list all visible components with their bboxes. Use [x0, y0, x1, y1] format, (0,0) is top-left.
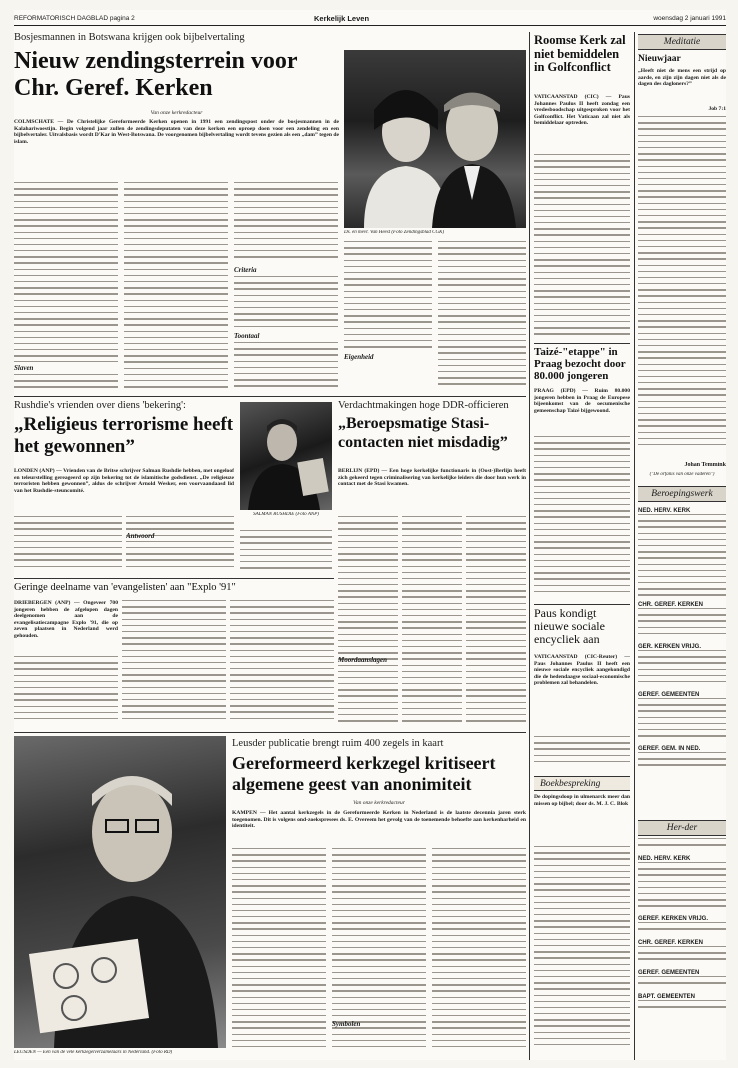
- kerkzegel-photo: [14, 736, 226, 1048]
- meditatie-quote: „Heeft niet de mens een strijd op aarde, en zijn zijn dagen niet als de dagen des dagloners?”: [638, 68, 726, 88]
- meditatie-footer: ("De orfanis van onze vaderen"): [649, 472, 715, 477]
- divider: [14, 732, 526, 733]
- article1-body-col2: [124, 182, 228, 392]
- article8-lead: VATICAANSTAD (CIC-Reuter) — Paus Johannes Paulus II heeft een nieuwe sociale encycliek aangekondigd die de hedendaagse sociaal-economische problemen zal behandelen.: [534, 654, 630, 687]
- beroepingswerk-items: [638, 752, 726, 772]
- divider: [534, 604, 630, 605]
- boekbespreking-book: De dopingsdoop in ulmenarck meer dan missen op bijbel; door ds. M. J. C. Blok: [534, 794, 630, 807]
- article3-body-col1: [338, 516, 398, 730]
- article5-kicker: Leusder publicatie brengt ruim 400 zegels in kaart: [232, 738, 444, 749]
- article6-headline: Roomse Kerk zal niet bemiddelen in Golfconflict: [534, 34, 626, 74]
- herder-items: [638, 862, 726, 912]
- article5-body-col3: [432, 848, 526, 1058]
- issue-date: woensdag 2 januari 1991: [653, 15, 726, 22]
- masthead: [14, 10, 726, 26]
- beroepingswerk-items: [638, 650, 726, 688]
- herder-section: GEREF. KERKEN VRIJG.: [638, 916, 709, 922]
- article4-body-col1: [14, 656, 118, 728]
- van-heest-photo: [344, 50, 526, 228]
- article1-body-col3c: [234, 342, 338, 392]
- article5-lead: KAMPEN — Het aantal kerkzegels in de Gereformeerde Kerken in Nederland is de laatste decennia jaren sterk toegenomen. Dit is volgens ond-zoekspresees ds. E. Overeem het gevolg van de toenemende behoefte aan kerkenharheid en identiteit.: [232, 810, 526, 830]
- herder-header: Her-der: [638, 820, 726, 836]
- article1-sub-slaven: Slaven: [14, 364, 34, 372]
- article2-body-col3: [240, 530, 332, 574]
- boekbespreking-body: [534, 846, 630, 1058]
- article1-body-col4: [344, 241, 432, 391]
- meditatie-author: Johan Temmink: [684, 462, 726, 468]
- article6-lead: VATICAANSTAD (CIC) — Paus Johannes Paulus II heeft zondag een vredesboodschap uitgesproken voor het Golfconflict. Het Vaticaan zal niet als bemiddelaar optreden.: [534, 94, 630, 127]
- herder-section: NED. HERV. KERK: [638, 856, 691, 862]
- beroepingswerk-section: GEREF. GEMEENTEN: [638, 692, 700, 698]
- article5-byline: Van onze kerkredacteur: [353, 800, 405, 806]
- column-divider: [529, 32, 530, 1060]
- boekbespreking-header: Boekbespreking: [534, 776, 630, 791]
- meditatie-body: [638, 116, 726, 460]
- article1-lead: COLMSCHATE — De Christelijke Gereformeerde Kerken openen in 1991 een zendingspost onder de bosjesmannen in de Kalahariwoestijn. Begin volgend jaar zullen de zendingsdeputaten van deze kerken een oproep doen voor een zendeling en een bijbelvertaler. Uitvalsbasis wordt D'Kar in West-Botswana. De voorgenomen bijbelvertaling wordt tevens gezien als een „dam” tegen de islam.: [14, 119, 339, 145]
- herder-items: [638, 1000, 726, 1014]
- herder-section: GEREF. GEMEENTEN: [638, 970, 700, 976]
- article2-headline: „Religieus terrorisme heeft het gewonnen”: [14, 414, 234, 457]
- meditatie-header: Meditatie: [638, 34, 726, 50]
- article3-sub-moordaanslagen: Moordaanslagen: [338, 656, 388, 664]
- beroepingswerk-section: CHR. GEREF. KERKEN: [638, 602, 704, 608]
- article2-lead: LONDEN (ANP) — Vrienden van de Britse schrijver Salman Rushdie hebben, met ongeloof en teleurstelling gereageerd op zijn bekering tot de islamitische godsdienst. „De religieuze terroristen hebben gewonnen”, aldus de schrijver Arnold Wesker, een voorvaandaasd lid van het Rushdie-steuncomité.: [14, 468, 234, 494]
- article1-body-col3b: [234, 276, 338, 330]
- article7-body: [534, 436, 630, 600]
- beroepingswerk-section: NED. HERV. KERK: [638, 508, 691, 514]
- herder-items: [638, 922, 726, 936]
- herder-list: [638, 838, 726, 1058]
- meditatie-heading: Nieuwjaar: [638, 54, 681, 64]
- divider: [534, 343, 630, 344]
- beroepingswerk-items: [638, 514, 726, 598]
- article1-sub-criteria: Criteria: [234, 266, 257, 274]
- newspaper-page: [14, 10, 726, 1060]
- article1-kicker: Bosjesmannen in Botswana krijgen ook bijbelvertaling: [14, 32, 245, 43]
- article2-body-col1: [14, 516, 122, 574]
- divider: [14, 396, 526, 397]
- article1-body-col3: [234, 182, 338, 264]
- meditatie-ref: Job 7:1: [708, 106, 726, 112]
- collector-illustration: [14, 736, 226, 1048]
- beroepingswerk-section: GER. KERKEN VRIJG.: [638, 644, 702, 650]
- rushdie-photo: [240, 402, 332, 510]
- article5-body-col1: [232, 848, 326, 1058]
- article3-lead: BERLIJN (EPD) — Een hoge kerkelijke functionaris in (Oost-)Berlijn heeft zich gekeerd tegen criminalisering van kerkelijke leiders die door hun werk in contact met de Stasi kwamen.: [338, 468, 526, 488]
- article3-body-col3: [466, 516, 526, 730]
- column-divider: [634, 32, 635, 1060]
- divider: [14, 578, 334, 579]
- article1-sub-toontaal: Toontaal: [234, 332, 260, 340]
- article1-body-col5: [438, 241, 526, 391]
- paper-name: REFORMATORISCH DAGBLAD pagina 2: [14, 15, 135, 22]
- beroepingswerk-header: Beroepingswerk: [638, 486, 726, 502]
- article1-sub-eigenheid: Eigenheid: [344, 353, 374, 361]
- article4-headline: Geringe deelname van 'evangelisten' aan "Explo '91": [14, 582, 236, 593]
- article4-lead: DRIEBERGEN (ANP) — Ongeveer 700 jongeren hebben de afgelopen dagen deelgenomen aan de evangelisatiecampagne Explo '91, die op zeven plaatsen in Nederland werd gehouden.: [14, 600, 118, 639]
- article2-kicker: Rushdie's vrienden over diens 'bekering':: [14, 400, 186, 411]
- article7-headline: Taizé-"etappe" in Praag bezocht door 80.000 jongeren: [534, 346, 626, 382]
- article8-body: [534, 736, 630, 772]
- article1-body-col1b: [14, 374, 118, 392]
- rushdie-illustration: [240, 402, 332, 510]
- article1-body-col1: [14, 182, 118, 362]
- beroepingswerk-list: [638, 504, 726, 814]
- herder-intro: [638, 838, 726, 852]
- rushdie-caption: SALMAN RUSHDIE (Foto ANP): [253, 512, 319, 517]
- herder-section: BAPT. GEMEENTEN: [638, 994, 696, 1000]
- article2-body-col2: [126, 516, 234, 574]
- article8-headline: Paus kondigt nieuwe sociale encycliek aan: [534, 607, 605, 646]
- article5-headline: Gereformeerd kerkzegel kritiseert algemene geest van anonimiteit: [232, 753, 496, 794]
- article3-body-col2: [402, 516, 462, 730]
- van-heest-caption: Ds. en mevr. Van Heest (Foto Zendingsblad CGK): [344, 230, 445, 235]
- article3-headline: „Beroepsmatige Stasi-contacten niet misdadig”: [338, 415, 508, 451]
- herder-items: [638, 976, 726, 990]
- article5-sub-symbolen: Symbolen: [332, 1020, 361, 1028]
- article2-sub-antwoord: Antwoord: [126, 532, 155, 540]
- article4-body-col3: [230, 600, 334, 728]
- herder-section: CHR. GEREF. KERKEN: [638, 940, 704, 946]
- section-name: Kerkelijk Leven: [314, 14, 370, 23]
- beroepingswerk-items: [638, 608, 726, 640]
- kerkzegel-caption: LEUSDEN — Een van de vele kerkzegelverzamelaars in Nederland. (Foto RD): [14, 1050, 173, 1055]
- beroepingswerk-section: GEREF. GEM. IN NED.: [638, 746, 701, 752]
- beroepingswerk-items: [638, 698, 726, 742]
- portrait-illustration: [344, 50, 526, 228]
- article3-kicker: Verdachtmakingen hoge DDR-officieren: [338, 400, 509, 411]
- article1-headline: Nieuw zendingsterrein voor Chr. Geref. Kerken: [14, 48, 298, 101]
- article7-lead: PRAAG (EPD) — Ruim 80.000 jongeren hebben in Praag de Europese bijeenkomst van de oecumenische gemeenschap Taizé bijgewoond.: [534, 388, 630, 414]
- article4-body-col2: [122, 600, 226, 728]
- herder-items: [638, 946, 726, 966]
- article1-byline: Van onze kerkredacteur: [150, 110, 203, 116]
- article6-body: [534, 154, 630, 340]
